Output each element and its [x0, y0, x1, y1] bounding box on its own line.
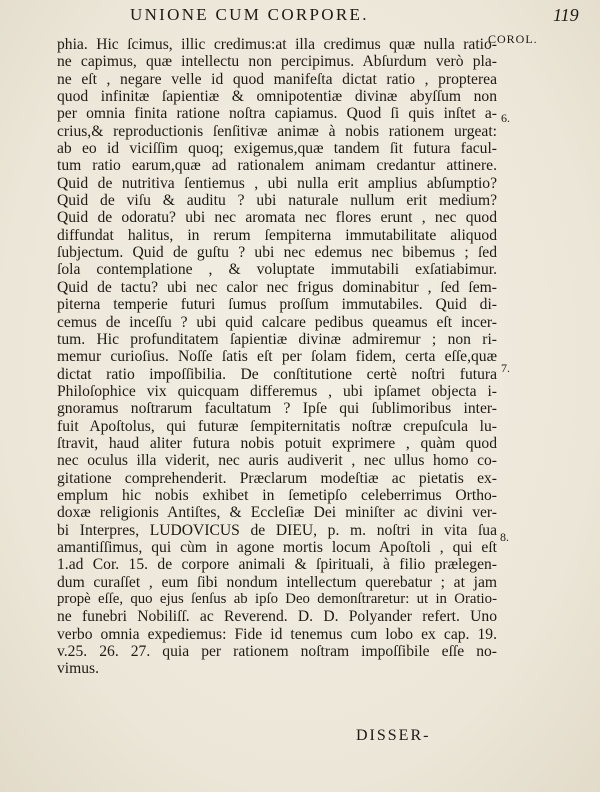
- text-line: dum curaſſet , eum ſibi nondum intellectum querebatur ; at jam: [57, 573, 497, 591]
- text-line: memur curioſius. Noſſe ſatis eſt per ſolam fidem, certa eſſe,quæ: [57, 348, 497, 366]
- text-line: dictat ratio impoſſibilia. De conſtitutione certè noſtri futura: [57, 365, 497, 383]
- text-line: 1.ad Cor. 15. de corpore animali & ſpirituali, à filio prælegen-: [57, 556, 497, 574]
- text-line: nec oculus illa viderit, nec auris audiverit , nec ullus homo co-: [57, 452, 497, 470]
- running-title: UNIONE CUM CORPORE.: [130, 5, 369, 24]
- catchword: DISSER-: [356, 727, 431, 744]
- text-line: bi Interpres, LUDOVICUS de DIEU, p. m. noſtri in vita ſua: [57, 521, 497, 539]
- text-line: diffundat halitus, in rerum ſempiterna immutabilitate aliquod: [57, 226, 497, 244]
- text-line: piterna temperie futuri ſumus proſſum immutabiles. Quid di-: [57, 296, 497, 314]
- text-line: tum. Hic profunditatem ſapientiæ divinæ admiremur ; non ri-: [57, 330, 497, 348]
- text-line: per omnia finita ratione noſtra capiamus. Quod ſi quis inſtet a-: [57, 105, 497, 123]
- text-line: ne capimus, quæ intellectu non percipimus. Abſurdum verò pla-: [57, 53, 497, 71]
- text-line: amantiſſimus, qui cùm in agone mortis locum Apoſtoli , qui eſt: [57, 538, 497, 556]
- text-line: ſubjectum. Quid de guſtu ? ubi nec edemus nec bibemus ; ſed: [57, 244, 497, 262]
- text-line: quod infinitæ ſapientiæ & omnipotentiæ divinæ abyſſum non: [57, 88, 497, 106]
- text-line: gnoramus noſtrarum facultatum ? Ipſe qui ſublimoribus inter-: [57, 400, 497, 418]
- page-number: 119: [553, 5, 579, 25]
- margin-note-7: 7.: [501, 361, 510, 375]
- text-line: crius,& reproductionis ſenſitivæ animæ à nobis rationem urgeat:: [57, 122, 497, 140]
- text-line: v.25. 26. 27. quia per rationem noſtram impoſſibile eſſe no-: [57, 643, 497, 661]
- text-line: vimus.: [57, 660, 100, 678]
- text-line: phia. Hic ſcimus, illic credimus:at illa credimus quæ nulla ratio-: [57, 36, 497, 53]
- text-line: Quid de odoratu? ubi nec aromata nec flores erunt , nec quod: [57, 209, 497, 227]
- text-line: Quid de nutritiva ſentiemus , ubi nulla erit amplius abſumptio?: [57, 174, 497, 192]
- text-line: Quid de viſu & auditu ? ubi naturale nullum erit medium?: [57, 192, 497, 210]
- text-line: gitatione comprehenderit. Præclarum modeſtiæ ac pietatis ex-: [57, 469, 497, 487]
- body-text: [57, 36, 497, 678]
- margin-note-8: 8.: [500, 530, 509, 544]
- margin-note-corol: COROL.: [488, 32, 538, 46]
- text-line: doxæ religionis Antiſtes, & Eccleſiæ Dei miniſter ac divini ver-: [57, 504, 497, 522]
- text-line: tum ratio earum,quæ ad rationalem animam credantur attinere.: [57, 157, 497, 175]
- text-line: ne funebri Nobiliſſ. ac Reverend. D. D. Polyander refert. Uno: [57, 608, 497, 626]
- text-line: Quid de tactu? ubi nec calor nec frigus dominabitur , ſed ſem-: [57, 278, 497, 296]
- text-line: ab eo id viciſſim quoq; exigemus,quæ tandem ſit futura facul-: [57, 140, 497, 158]
- text-line: ne eſt , negare velle id quod manifeſta dictat ratio , propterea: [57, 70, 497, 88]
- text-line: emplum hic nobis exhibet in ſemetipſo celeberrimus Ortho-: [57, 486, 497, 504]
- text-line: ſola contemplatione , & voluptate immutabili exſatiabimur.: [57, 261, 497, 279]
- text-line: propè eſſe, quo ejus ſenſus ab ipſo Deo demonſtraretur: ut in Oratio-: [57, 591, 497, 607]
- text-line: ſtravit, haud aliter futura nobis potuit exprimere , quàm quod: [57, 434, 497, 452]
- text-line: Philoſophice vix quicquam differemus , ubi ipſamet objecta i-: [57, 382, 497, 400]
- text-line: cemus de inceſſu ? ubi quid calcare pedibus queamus eſt incer-: [57, 313, 497, 331]
- text-line: fuit Apoſtolus, qui futuræ ſempiternitatis noſtræ crepuſcula lu-: [57, 417, 497, 435]
- margin-note-6: 6.: [501, 111, 510, 125]
- text-line: verbo omnia expediemus: Fide id tenemus cum lobo ex cap. 19.: [57, 625, 497, 643]
- running-head: [0, 5, 600, 29]
